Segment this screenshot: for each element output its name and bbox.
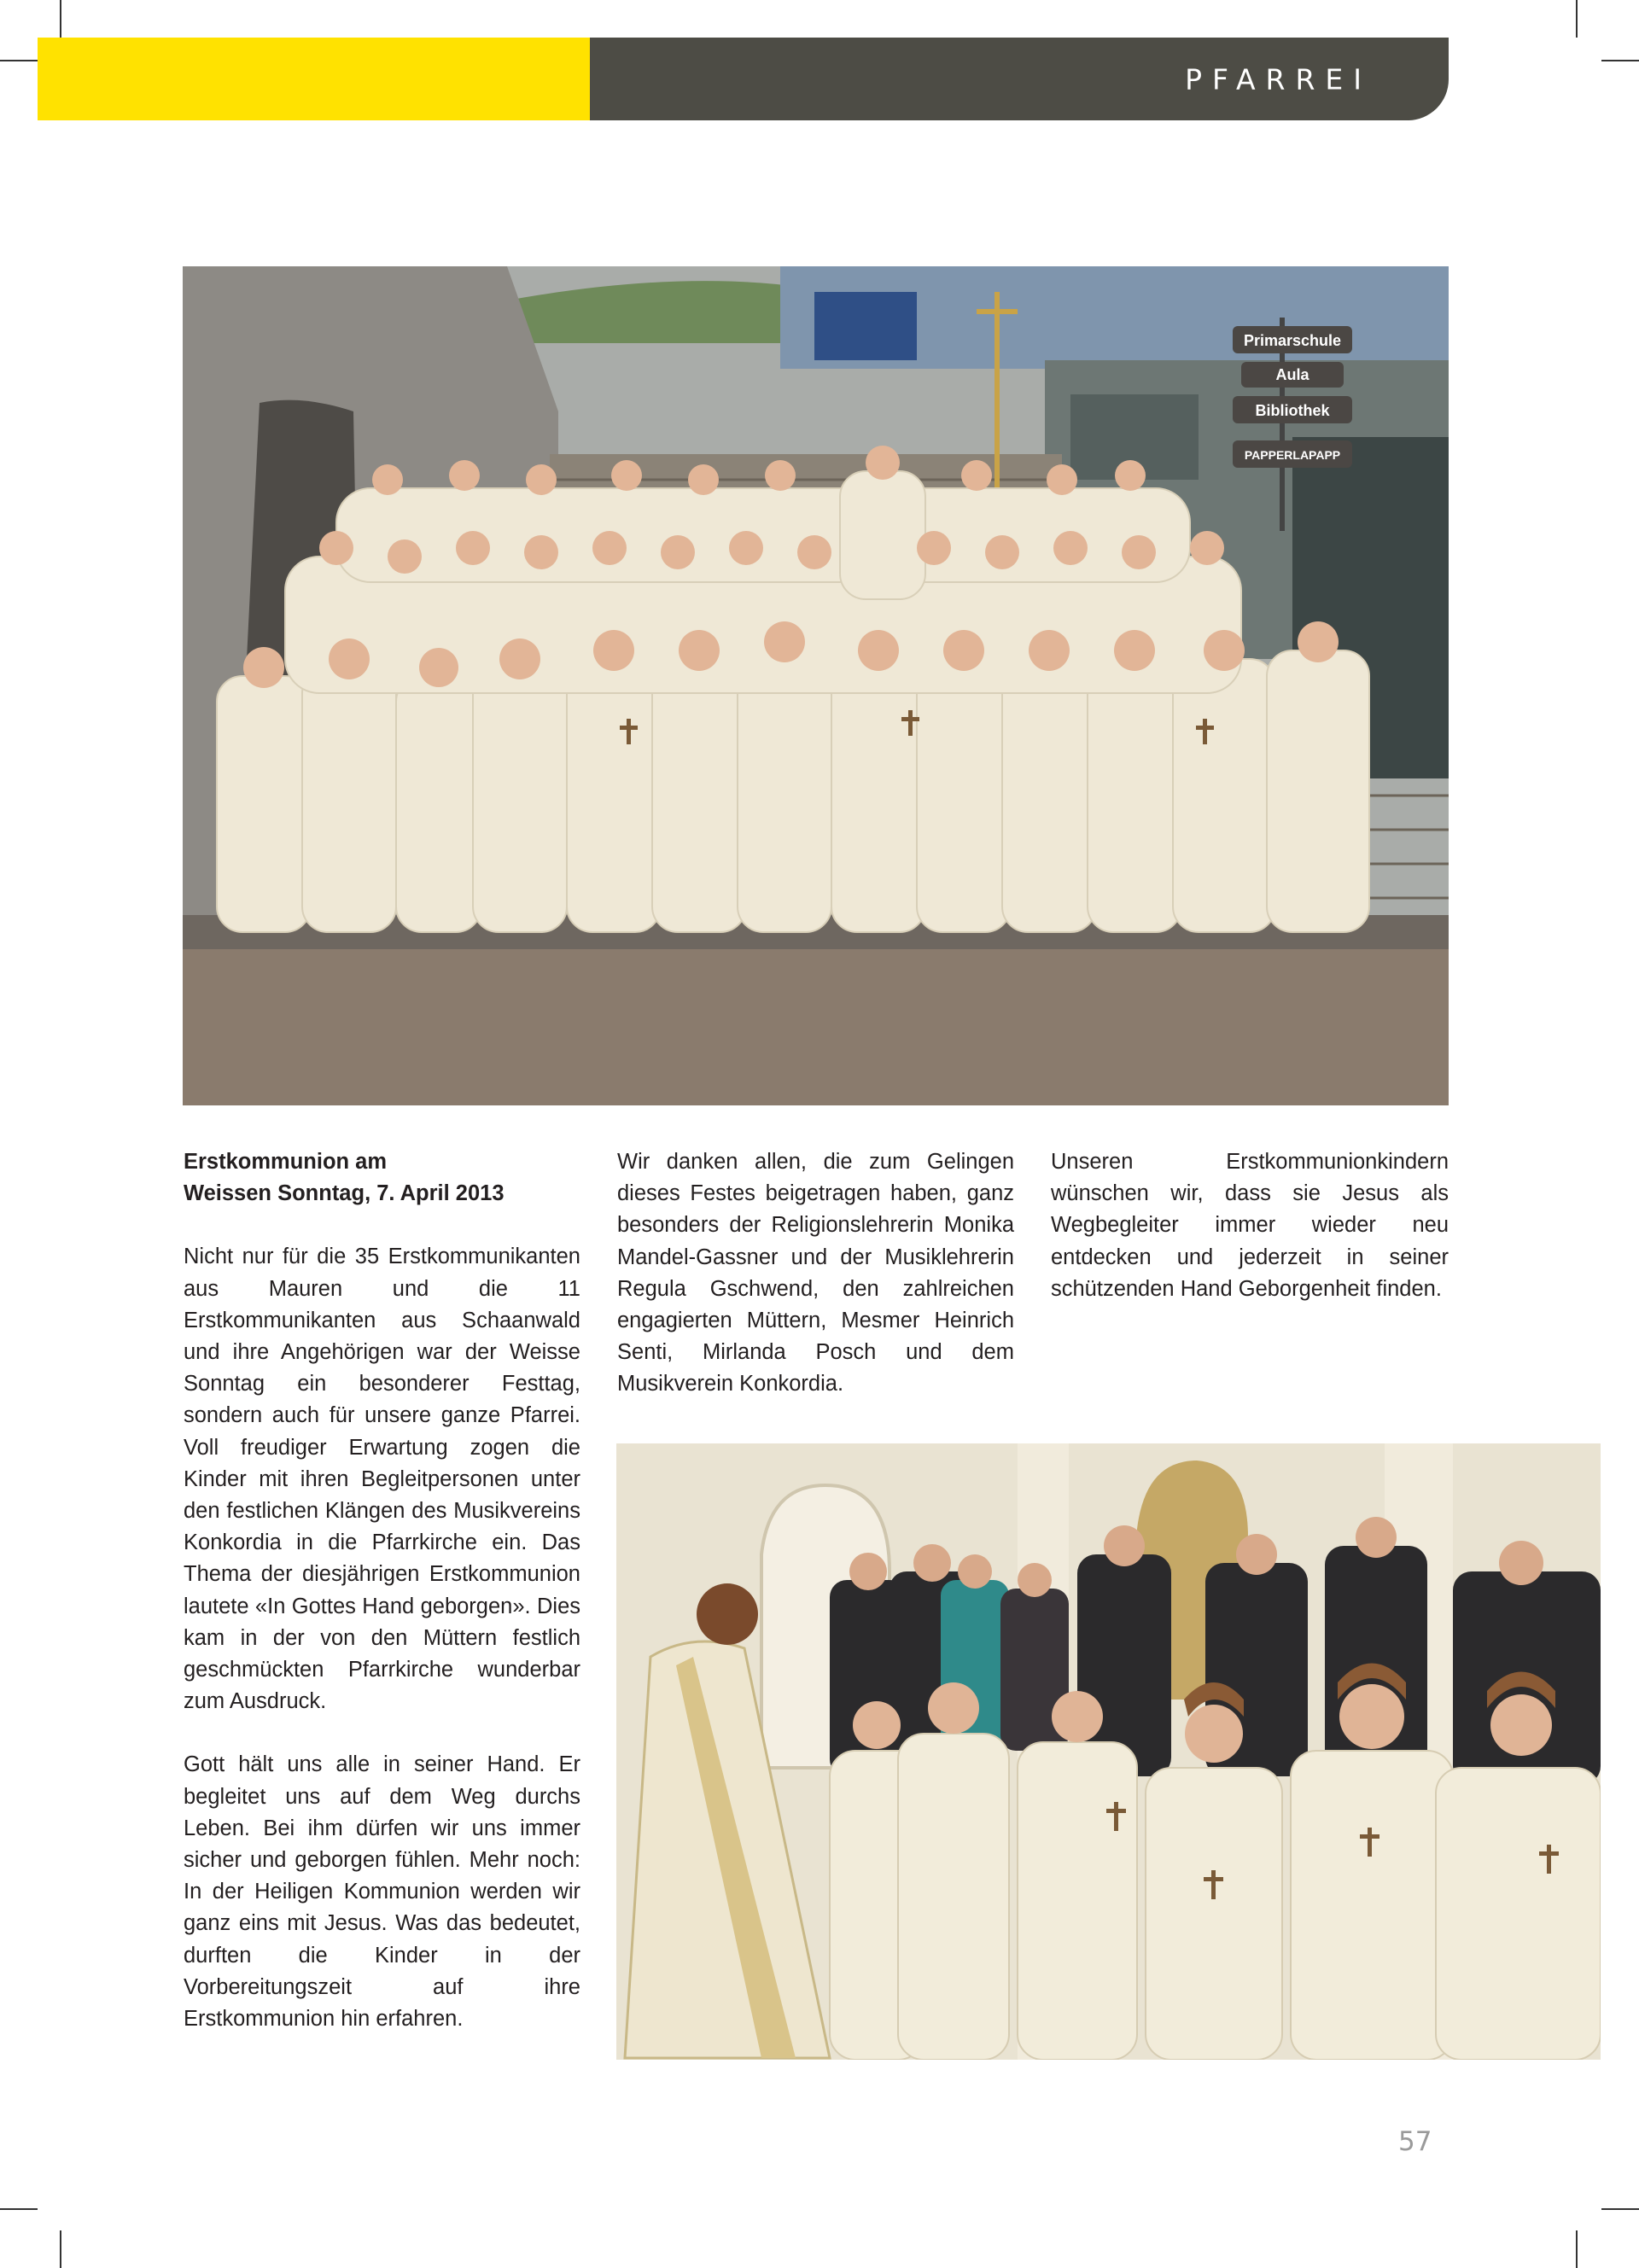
sign-primarschule: Primarschule xyxy=(1243,332,1342,349)
header-band xyxy=(590,38,1449,120)
group-photo xyxy=(183,266,1449,1105)
article-paragraph-2: Gott hält uns alle in seiner Hand. Er begleitet uns auf dem Weg durchs Leben. Bei ihm dürfen wir uns immer sicher und geborgen fühlen. Mehr noch: In der Heiligen Kommunion werden wir ganz eins mit Jesus. Was das bedeutet, durften die Kinder in der Vorbereitungszeit auf ihre Erstkommunion hin erfahren. xyxy=(184,1752,580,2032)
crop-mark xyxy=(0,60,38,61)
crop-mark xyxy=(60,0,61,38)
crop-mark xyxy=(60,2230,61,2268)
page-number: 57 xyxy=(1398,2126,1432,2157)
sign-papperlapapp: PAPPERLAPAPP xyxy=(1244,448,1341,462)
sign-bibliothek: Bibliothek xyxy=(1255,402,1330,419)
sign-aula: Aula xyxy=(1275,366,1309,383)
article-title-line-1: Erstkommunion am xyxy=(184,1150,388,1174)
crop-mark xyxy=(1576,2230,1578,2268)
article-column-1 xyxy=(184,1146,580,2035)
crop-mark xyxy=(0,2208,38,2210)
header-accent-bar xyxy=(38,38,590,120)
article-paragraph-3: Wir danken allen, die zum Gelingen dieses Festes beigetragen haben, ganz besonders der Religionslehrerin Monika Mandel-Gassner und der Musiklehrerin Regula Gschwend, den zahlreichen engagierten Müttern, Mesmer Heinrich Senti, Mirlanda Posch und dem Musikverein Konkordia. xyxy=(617,1150,1014,1396)
article-column-3 xyxy=(1051,1146,1449,1305)
crop-mark xyxy=(1576,0,1578,38)
article-title-line-2: Weissen Sonntag, 7. April 2013 xyxy=(184,1181,505,1206)
communion-photo xyxy=(616,1443,1601,2060)
article-paragraph-1: Nicht nur für die 35 Erstkommunikanten aus Mauren und die 11 Erstkommunikanten aus Schaanwald und ihre Angehörigen war der Weisse Sonntag ein besonderer Festtag, sondern auch für unsere ganze Pfarrei. Voll freudiger Erwartung zogen die Kinder mit ihren Begleitpersonen unter den festlichen Klängen des Musikvereins Konkordia in die Pfarrkirche ein. Das Thema der diesjährigen Erstkommunion lautete «In Gottes Hand geborgen». Dies kam in der von den Müttern festlich geschmückten Pfarrkirche wunderbar zum Ausdruck. xyxy=(184,1245,580,1714)
article-column-2 xyxy=(617,1146,1014,1401)
section-title: PFARREI xyxy=(1185,62,1372,96)
crop-mark xyxy=(1601,2208,1639,2210)
article-paragraph-4: Unseren Erstkommunionkindern wünschen wir, dass sie Jesus als Wegbegleiter immer wieder neu entdecken und jederzeit in seiner schützenden Hand Geborgenheit finden. xyxy=(1051,1150,1449,1301)
crop-mark xyxy=(1601,60,1639,61)
